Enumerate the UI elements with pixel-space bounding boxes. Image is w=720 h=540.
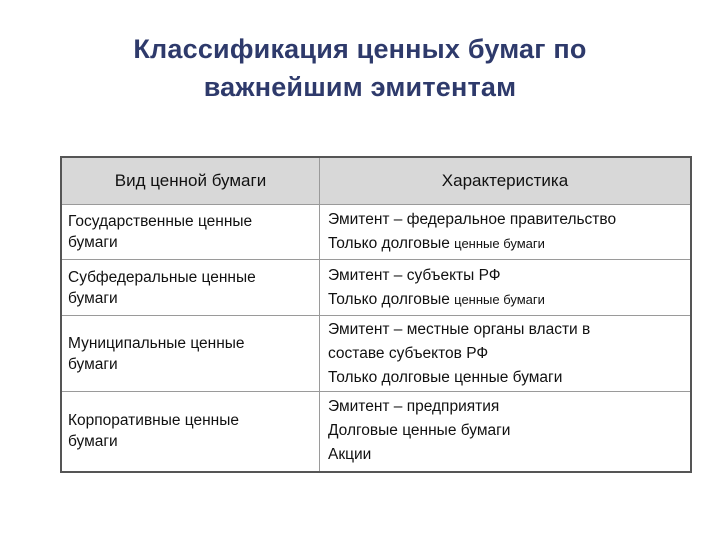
characteristic-cell (320, 260, 692, 316)
characteristic-line: Только долговые ценные бумаги (328, 368, 563, 386)
type-line: Корпоративные ценные (68, 412, 240, 430)
table-row (61, 392, 691, 472)
characteristic-line: Только долговые ценные бумаги (328, 290, 545, 308)
security-type-cell (61, 205, 320, 260)
header-row (61, 157, 691, 205)
header-characteristic: Характеристика (320, 157, 692, 205)
characteristic-line: Эмитент – предприятия (328, 398, 500, 416)
characteristic-line: Эмитент – федеральное правительство (328, 211, 617, 228)
type-line: бумаги (68, 289, 118, 307)
security-type-cell (61, 316, 320, 392)
security-type-cell (61, 260, 320, 316)
title-line-1: Классификация ценных бумаг по (133, 34, 587, 64)
slide-title (0, 30, 720, 106)
title-line-2: важнейшим эмитентам (203, 72, 517, 102)
characteristic-line: составе субъектов РФ (328, 344, 489, 362)
type-line: Субфедеральные ценные (68, 268, 256, 286)
characteristic-line: Эмитент – местные органы власти в (328, 320, 591, 338)
characteristic-line: Только долговые ценные бумаги (328, 235, 545, 252)
characteristic-line: Эмитент – субъекты РФ (328, 266, 501, 284)
characteristic-line: Акции (328, 446, 372, 464)
type-line: Муниципальные ценные (68, 334, 245, 352)
characteristic-cell (320, 205, 692, 260)
table-row (61, 260, 691, 316)
table-row (61, 316, 691, 392)
type-line: бумаги (68, 355, 118, 373)
security-type-cell (61, 392, 320, 472)
classification-table (60, 156, 692, 473)
characteristic-cell (320, 316, 692, 392)
header-security-type: Вид ценной бумаги (61, 157, 320, 205)
table-row (61, 205, 691, 260)
type-line: бумаги (68, 234, 118, 251)
type-line: бумаги (68, 433, 118, 451)
characteristic-cell (320, 392, 692, 472)
characteristic-line: Долговые ценные бумаги (328, 422, 511, 440)
type-line: Государственные ценные (68, 213, 253, 230)
